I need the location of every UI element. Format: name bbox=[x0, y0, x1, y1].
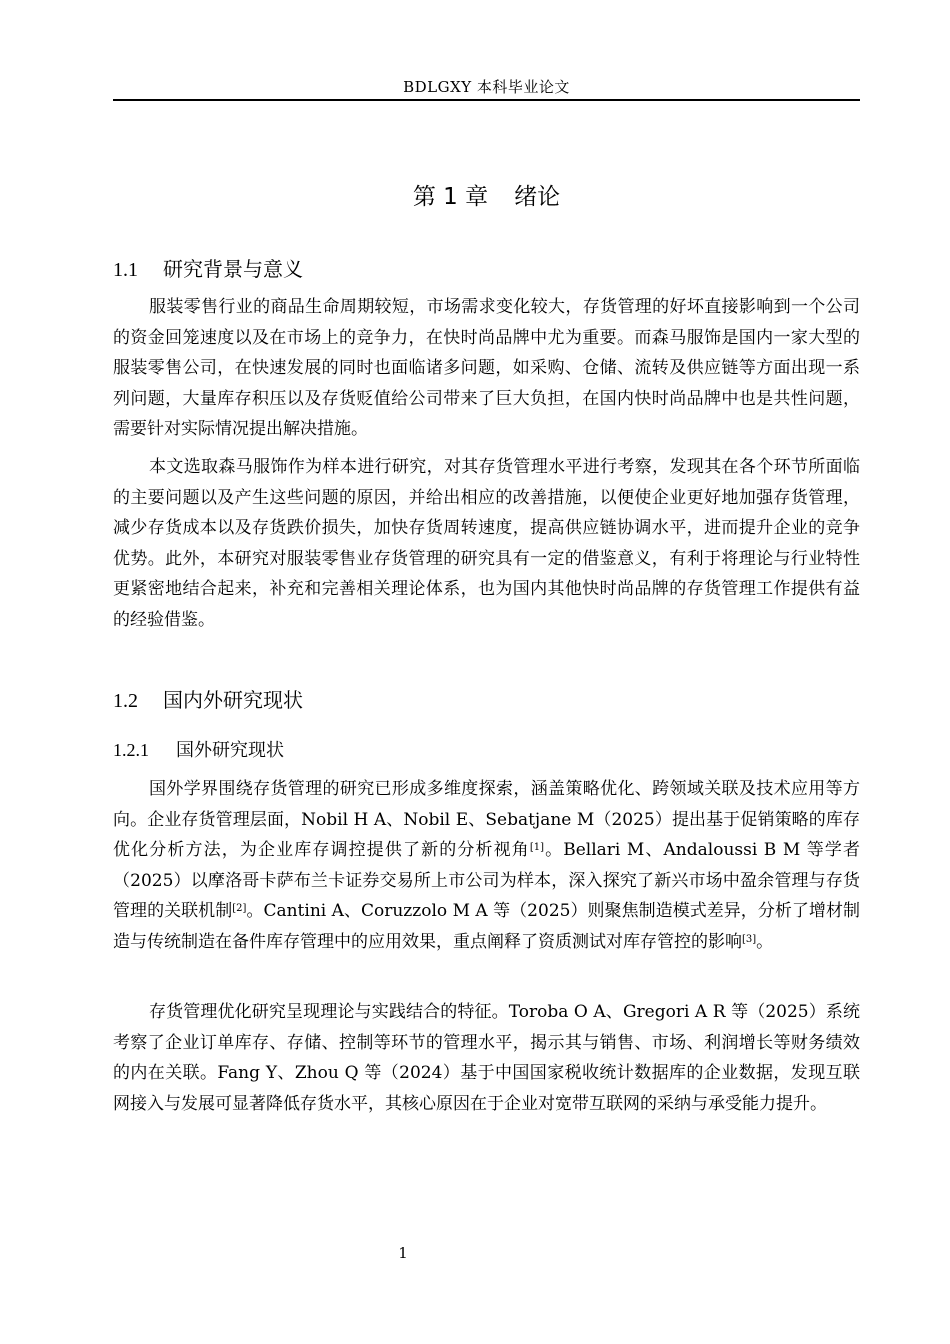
page-number: 1 bbox=[398, 1244, 408, 1262]
section-title: 研究背景与意义 bbox=[163, 257, 303, 281]
paragraph-foreign-research-1 bbox=[113, 774, 860, 957]
subsection-heading-1-2-1 bbox=[113, 736, 284, 762]
paragraph-background-1: 服装零售行业的商品生命周期较短，市场需求变化较大，存货管理的好坏直接影响到一个公司的资金回笼速度以及在市场上的竞争力，在快时尚品牌中尤为重要。而森马服饰是国内一家大型的服装零售公司，在快速发展的同时也面临诸多问题，如采购、仓储、流转及供应链等方面出现一系列问题，大量库存积压以及存货贬值给公司带来了巨大负担，在国内快时尚品牌中也是共性问题，需要针对实际情况提出解决措施。 bbox=[113, 297, 860, 439]
subsection-title: 国外研究现状 bbox=[176, 740, 284, 761]
paragraph-foreign-research-2: 存货管理优化研究呈现理论与实践结合的特征。Toroba O A、Gregori A R 等（2025）系统考察了企业订单库存、存储、控制等环节的管理水平，揭示其与销售、市场、利润增长等财务绩效的内在关联。Fang Y、Zhou Q 等（2024）基于中国国家税收统计数据库的企业数据，发现互联网接入与发展可显著降低存货水平，其核心原因在于企业对宽带互联网的采纳与承受能力提升。 bbox=[113, 1002, 860, 1114]
section-number: 1.2 bbox=[113, 690, 138, 712]
chapter-name: 绪论 bbox=[514, 184, 561, 210]
citation-ref[interactable]: [2] bbox=[232, 903, 247, 914]
page-header: BDLGXY 本科毕业论文 bbox=[403, 78, 570, 96]
chapter-number: 第 1 章 bbox=[412, 184, 489, 210]
paragraph-background-2: 本文选取森马服饰作为样本进行研究，对其存货管理水平进行考察，发现其在各个环节所面临的主要问题以及产生这些问题的原因，并给出相应的改善措施，以便使企业更好地加强存货管理，减少存货成本以及存货跌价损失，加快存货周转速度，提高供应链协调水平，进而提升企业的竞争优势。此外，本研究对服装零售业存货管理的研究具有一定的借鉴意义，有利于将理论与行业特性更紧密地结合起来，补充和完善相关理论体系，也为国内其他快时尚品牌的存货管理工作提供有益的经验借鉴。 bbox=[113, 457, 860, 630]
section-heading-1-1 bbox=[113, 253, 303, 282]
citation-ref[interactable]: [3] bbox=[742, 933, 757, 945]
section-title: 国内外研究现状 bbox=[163, 688, 303, 712]
section-number: 1.1 bbox=[113, 259, 138, 281]
header-divider bbox=[113, 99, 860, 101]
paragraph-text: 。Bellari M、Andaloussi B M 等学者（2025）以摩洛哥卡萨布兰卡证券交易所上市公司为样本，深入探究了新兴市场中盈余管理与存货管理的关联机制 bbox=[113, 840, 861, 921]
paragraph-text: 。 bbox=[756, 931, 774, 952]
chapter-title bbox=[113, 178, 860, 211]
section-heading-1-2 bbox=[113, 684, 303, 713]
paragraph-text: 国外学界围绕存货管理的研究已形成多维度探索，涵盖策略优化、跨领域关联及技术应用等方向。企业存货管理层面，Nobil H A、Nobil E、Sebatjane M（2025）提出基于促销策略的库存优化分析方法，为企业库存调控提供了新的分析视角 bbox=[113, 779, 860, 860]
citation-ref[interactable]: [1] bbox=[529, 842, 544, 853]
subsection-number: 1.2.1 bbox=[113, 740, 149, 760]
paragraph-text: 。Cantini A、Coruzzolo M A 等（2025）则聚焦制造模式差异，分析了增材制造与传统制造在备件库存管理中的应用效果，重点阐释了资质测试对库存管控的影响 bbox=[113, 901, 860, 952]
